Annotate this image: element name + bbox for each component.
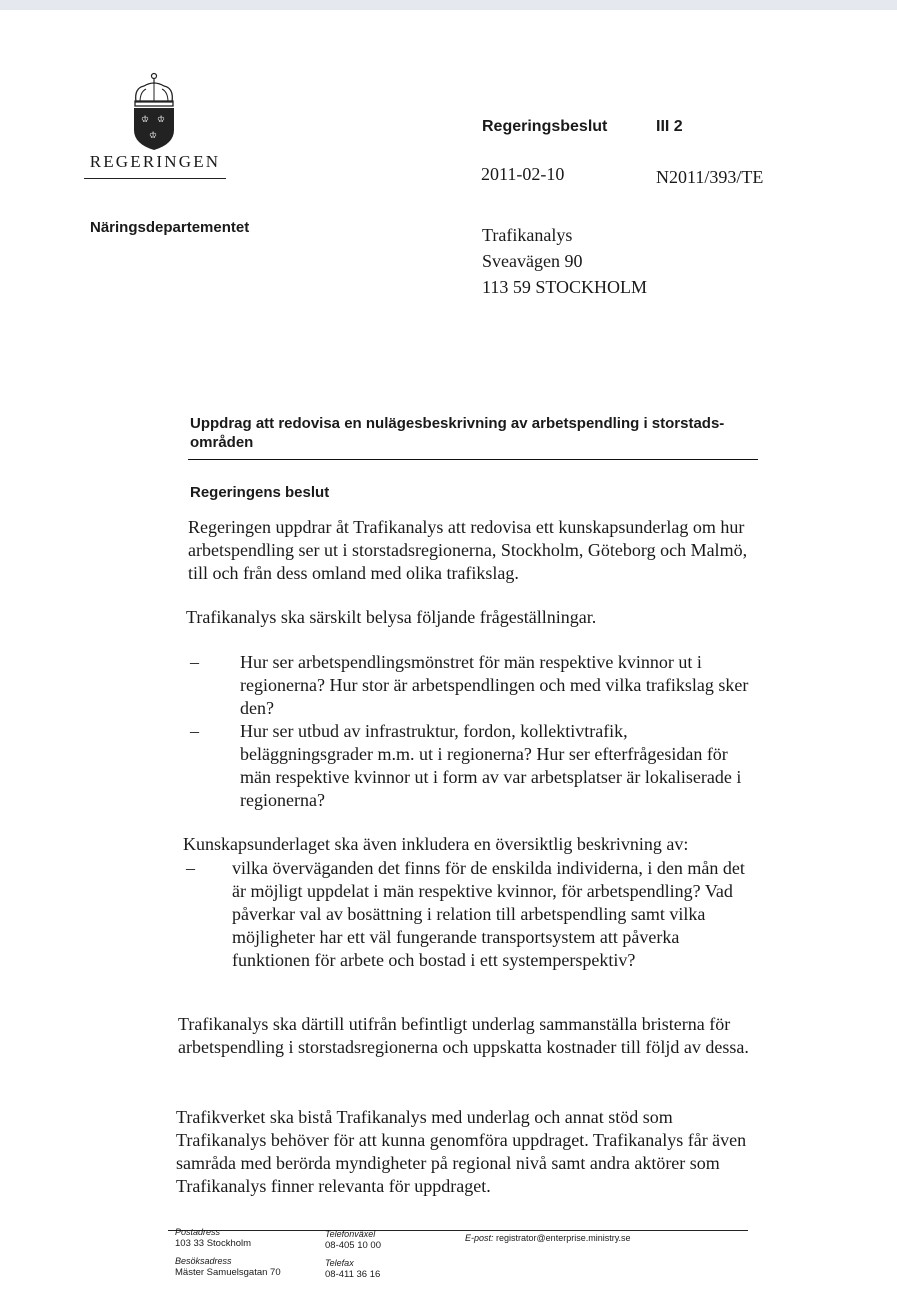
svg-text:♔: ♔: [149, 131, 158, 141]
section-heading: Regeringens beslut: [190, 484, 330, 501]
fax-label: Telefax: [325, 1258, 354, 1268]
address-line: Sveavägen 90: [482, 251, 583, 271]
body-paragraph: Trafikanalys ska särskilt belysa följande frågeställningar.: [186, 607, 597, 627]
dash-bullet: –: [190, 652, 199, 672]
switchboard-label: Telefonväxel: [325, 1229, 376, 1239]
svg-text:♔: ♔: [141, 115, 150, 125]
email-value: registrator@enterprise.ministry.se: [496, 1233, 631, 1243]
subject-heading: Uppdrag att redovisa en nulägesbeskrivning av arbetspendling i storstads-områden: [190, 415, 725, 451]
list-item: [186, 857, 746, 972]
address-line: 113 59 STOCKHOLM: [482, 277, 648, 297]
visit-label: Besöksadress: [175, 1256, 232, 1266]
list-item-text: vilka överväganden det finns för de enskilda individerna, i den mån det är möjligt uppdelat i män respektive kvinnor, för arbetspendling? Vad påverkar val av bosättning i relation till arbetspendling samt vilka möjligheter har ett väl fungerande transportsystem att påverka funktionen för arbete och bostad i ett systemperspektiv?: [232, 858, 745, 970]
reference-number: N2011/393/TE: [656, 167, 764, 187]
scan-top-band: [0, 0, 897, 10]
department-name: Näringsdepartementet: [90, 219, 250, 236]
svg-text:♔: ♔: [157, 115, 166, 125]
postal-value: 103 33 Stockholm: [175, 1238, 252, 1249]
visit-value: Mäster Samuelsgatan 70: [175, 1267, 281, 1278]
subject-underline: [188, 459, 758, 460]
postal-label: Postadress: [175, 1227, 221, 1237]
body-paragraph: Regeringen uppdrar åt Trafikanalys att redovisa ett kunskapsunderlag om hur arbetspendling ser ut i storstadsregionerna, Stockholm, Göteborg och Malmö, till och från dess omland med olika trafikslag.: [188, 517, 748, 583]
logo-underline: [84, 178, 226, 179]
footer-address-column: [175, 1227, 281, 1285]
decision-number: III 2: [656, 118, 683, 135]
body-paragraph: Trafikanalys ska därtill utifrån befintligt underlag sammanställa bristerna för arbetspendling i storstadsregionerna och uppskatta kostnader till följd av dessa.: [178, 1014, 749, 1057]
list-item: [190, 720, 750, 812]
decision-date: 2011-02-10: [481, 164, 565, 184]
body-paragraph: Trafikverket ska bistå Trafikanalys med underlag och annat stöd som Trafikanalys behöver för att kunna genomföra uppdraget. Trafikanalys får även samråda med berörda myndigheter på regional nivå samt andra aktörer som Trafikanalys finner relevanta för uppdraget.: [176, 1107, 747, 1196]
footer-email-column: [465, 1233, 631, 1244]
address-line: Trafikanalys: [482, 225, 573, 245]
list-item: [190, 651, 750, 720]
list-item-text: Hur ser utbud av infrastruktur, fordon, kollektivtrafik, beläggningsgrader m.m. ut i regionerna? Hur ser efterfrågesidan för män respektive kvinnor ut i form av var arbetsplatser är lokaliserade i regionerna?: [240, 721, 742, 810]
government-logo: [84, 72, 232, 182]
dash-bullet: –: [186, 858, 195, 878]
list-item-text: Hur ser arbetspendlingsmönstret för män respektive kvinnor ut i regionerna? Hur stor är arbetspendlingen och med vilka trafikslag sker den?: [240, 652, 749, 718]
switchboard-value: 08-405 10 00: [325, 1240, 381, 1251]
fax-value: 08-411 36 16: [325, 1269, 381, 1280]
recipient-address: [482, 222, 647, 300]
email-label: E-post:: [465, 1233, 494, 1243]
body-paragraph: Kunskapsunderlaget ska även inkludera en översiktlig beskrivning av:: [183, 834, 689, 854]
question-list: [190, 651, 750, 812]
dash-bullet: –: [190, 721, 199, 741]
decision-label: Regeringsbeslut: [482, 118, 608, 135]
overview-list: [186, 857, 746, 972]
footer-phone-column: [325, 1229, 381, 1287]
logo-wordmark: REGERINGEN: [89, 152, 221, 171]
crown-shield-icon: [128, 72, 180, 150]
